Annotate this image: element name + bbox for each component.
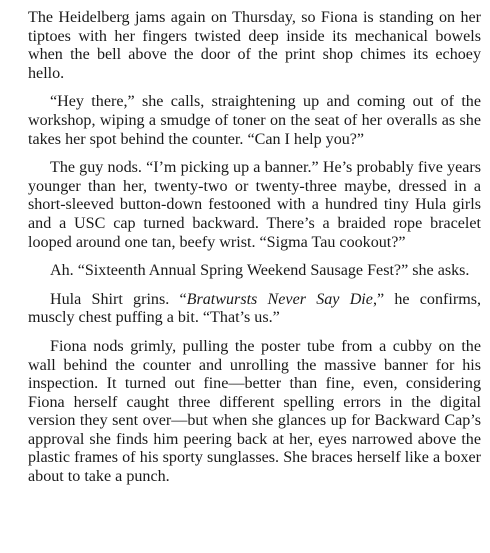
paragraph-5-tail: ,” he confirms, muscly chest puffing a bit. “That’s us.” xyxy=(28,290,482,327)
paragraph-5-lead: Hula Shirt grins. “ xyxy=(50,290,187,308)
paragraph-5-italic-title: Bratwursts Never Say Die xyxy=(186,290,373,308)
paragraph-1: The Heidelberg jams again on Thursday, so Fiona is standing on her tiptoes with her fingers twisted deep inside its mechanical bowels when the bell above the door of the print shop chimes its echoey hello. xyxy=(28,9,481,82)
paragraph-6: Fiona nods grimly, pulling the poster tube from a cubby on the wall behind the counter and unrolling the massive banner for his inspection. It turned out fine—better than fine, even, considering Fiona herself caught three different spelling errors in the digital version they sent over—but when she glances up for Backward Cap’s approval she finds him peering back at her, eyes narrowed above the plastic frames of his sporty sunglasses. She braces herself like a boxer about to take a punch. xyxy=(28,337,481,486)
paragraph-4: Ah. “Sixteenth Annual Spring Weekend Sausage Fest?” she asks. xyxy=(50,262,470,280)
paragraph-2: “Hey there,” she calls, straightening up and coming out of the workshop, wiping a smudge of toner on the seat of her overalls as she takes her spot behind the counter. “Can I help you?” xyxy=(28,93,481,148)
paragraph-5 xyxy=(28,291,481,328)
paragraph-3: The guy nods. “I’m picking up a banner.” He’s probably five years younger than her, twenty-two or twenty-three maybe, dressed in a short-sleeved button-down festooned with a hundred tiny Hula girls and a USC cap turned backward. There’s a braided rope bracelet looped around one tan, beefy wrist. “Sigma Tau cookout?” xyxy=(28,159,481,251)
